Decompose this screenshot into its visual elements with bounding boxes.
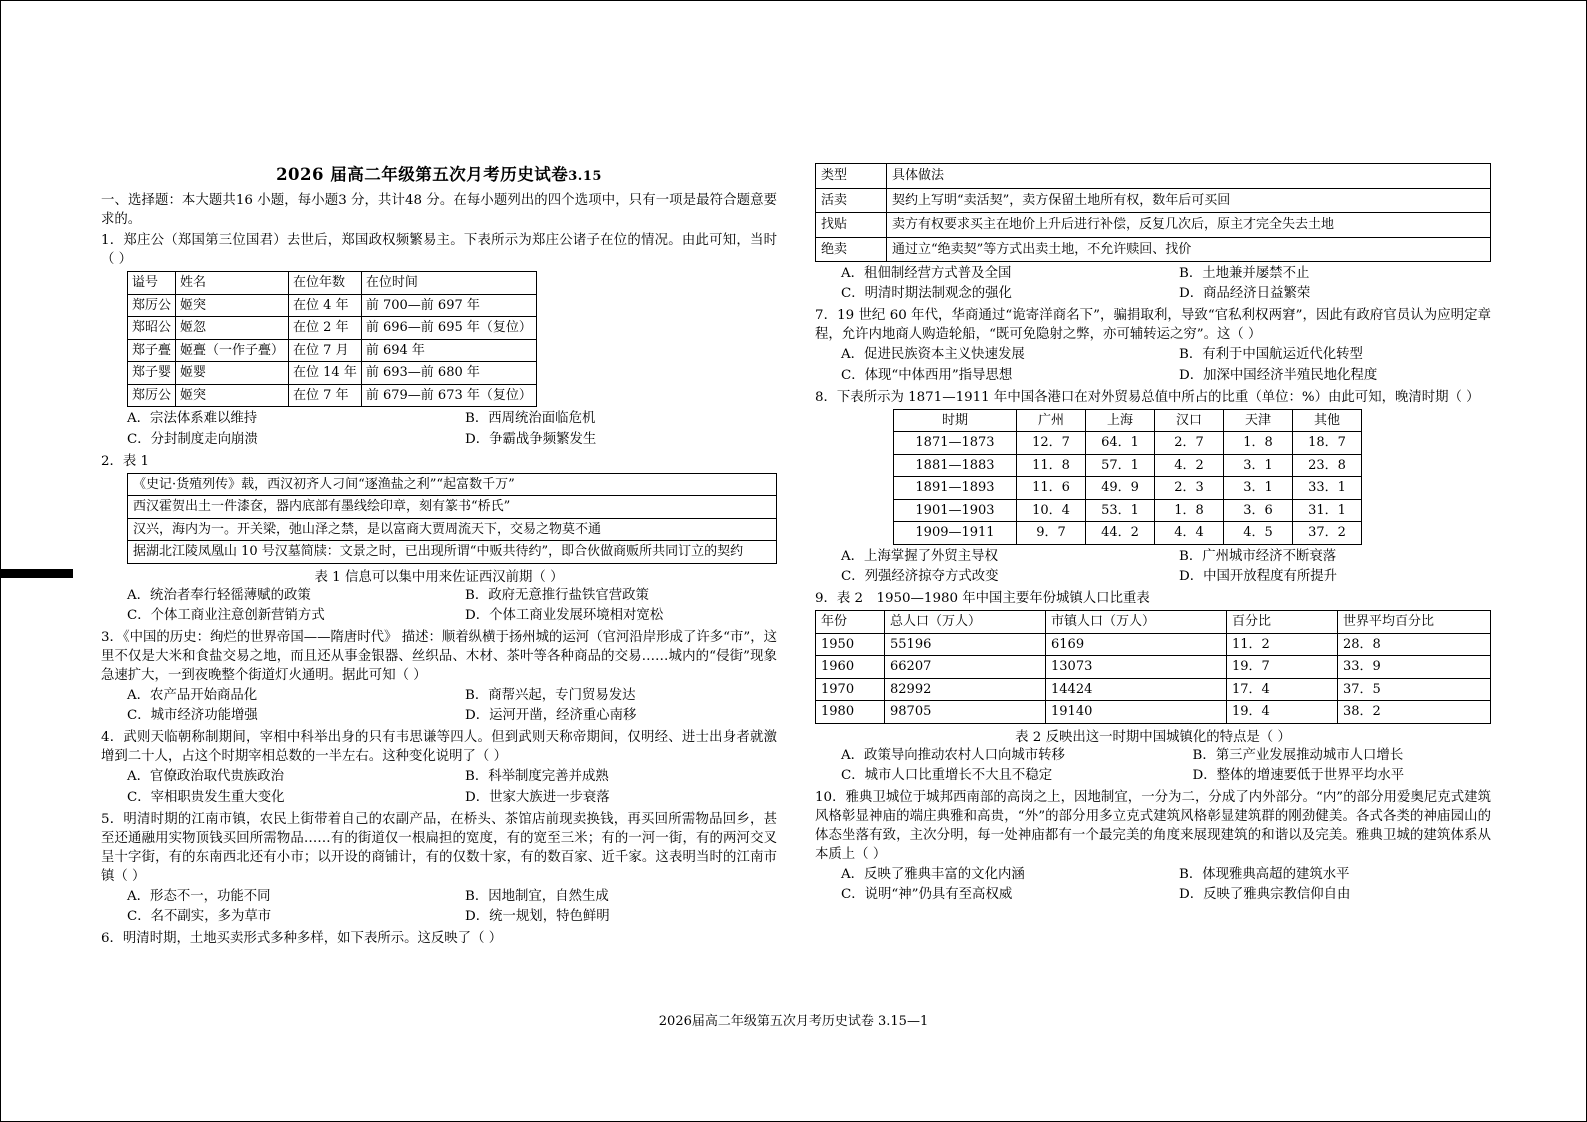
question-10-options-row-2 — [815, 885, 1491, 905]
option-c[interactable]: C．名不副实，多为草市 — [127, 908, 272, 924]
col-header: 年份 — [816, 611, 885, 634]
cell: 在位 7 月 — [289, 339, 362, 362]
option-c[interactable]: C．城市经济功能增强 — [127, 708, 258, 724]
option-a[interactable]: A．农产品开始商品化 — [127, 688, 258, 704]
question-10-options-row-1 — [815, 865, 1491, 885]
question-2-options-row-1 — [101, 586, 777, 606]
option-b[interactable]: B．西周统治面临危机 — [465, 411, 596, 427]
question-9-options-row-1 — [815, 746, 1491, 766]
col-header: 广州 — [1017, 409, 1086, 432]
option-c[interactable]: C．个体工商业注意创新营销方式 — [127, 607, 325, 623]
cell: 找贴 — [816, 213, 887, 238]
option-a[interactable]: A．租佃制经营方式普及全国 — [841, 266, 1012, 282]
table-row — [894, 522, 1362, 545]
question-7-stem: 7．19 世纪 60 年代，华商通过“诡寄洋商名下”，骗捐取利，导致“官私利权两窘”，因此有政府官员认为应明定章程，允许内地商人购造轮船，“既可免隐射之弊，亦可辅转运之穷”。这（ ） — [815, 308, 1491, 343]
right-column — [815, 161, 1491, 949]
question-2-options-row-2 — [101, 606, 777, 626]
table-row — [128, 518, 777, 541]
cell: 19．7 — [1227, 656, 1338, 679]
option-d[interactable]: D．整体的增速要低于世界平均水平 — [1192, 768, 1405, 784]
cell: 23．8 — [1293, 454, 1362, 477]
question-5-options-row-1 — [101, 887, 777, 907]
option-a[interactable]: A．政策导向推动农村人口向城市转移 — [841, 747, 1065, 763]
cell: 13073 — [1046, 656, 1227, 679]
cell: 西汉霍贺出土一件漆奁，器内底部有墨线绘印章，刻有篆书“桥氏” — [128, 496, 777, 519]
question-6-table — [815, 163, 1491, 262]
table-row — [816, 656, 1491, 679]
cell: 9．7 — [1017, 522, 1086, 545]
cell: 郑厉公 — [128, 294, 176, 317]
col-header: 其他 — [1293, 409, 1362, 432]
table-row — [816, 701, 1491, 724]
cell: 契约上写明“卖活契”，卖方保留土地所有权，数年后可买回 — [887, 188, 1491, 213]
cell: 绝卖 — [816, 237, 887, 262]
question-7-options-row-2 — [815, 366, 1491, 386]
cell: 49．9 — [1086, 477, 1155, 500]
option-a[interactable]: A．宗法体系难以维持 — [127, 411, 258, 427]
question-4-options-row-2 — [101, 788, 777, 808]
option-b[interactable]: B．科举制度完善并成熟 — [465, 769, 609, 785]
cell: 11．8 — [1017, 454, 1086, 477]
cell: 17．4 — [1227, 678, 1338, 701]
col-header: 类型 — [816, 164, 887, 189]
cell: 44．2 — [1086, 522, 1155, 545]
question-1-table — [127, 271, 537, 407]
table-row — [816, 213, 1491, 238]
option-b[interactable]: B．第三产业发展推动城市人口增长 — [1192, 747, 1404, 763]
option-c[interactable]: C．列强经济掠夺方式改变 — [841, 569, 999, 585]
table-row — [128, 384, 537, 407]
cell: 3．1 — [1224, 477, 1293, 500]
cell: 前 696—前 695 年（复位） — [361, 317, 536, 340]
cell: 38．2 — [1338, 701, 1491, 724]
option-c[interactable]: C．分封制度走向崩溃 — [127, 431, 258, 447]
option-a[interactable]: A．促进民族资本主义快速发展 — [841, 347, 1025, 363]
cell: 姬婴 — [176, 362, 289, 385]
question-4-stem: 4．武则天临朝称制期间，宰相中科举出身的只有韦思谦等四人。但到武则天称帝期间，仅明经、进士出身者就激增到二十人，占这个时期宰相总数的一半左右。这种变化说明了（ ） — [101, 730, 777, 765]
cell: 1909—1911 — [894, 522, 1017, 545]
col-header: 时期 — [894, 409, 1017, 432]
table-header-row — [128, 272, 537, 295]
cell: 11．6 — [1017, 477, 1086, 500]
cell: 2．7 — [1155, 432, 1224, 455]
cell: 1881—1883 — [894, 454, 1017, 477]
cell: 57．1 — [1086, 454, 1155, 477]
cell: 3．1 — [1224, 454, 1293, 477]
cell: 1．8 — [1155, 499, 1224, 522]
cell: 郑子婴 — [128, 362, 176, 385]
question-1-options-row-1 — [101, 409, 777, 429]
question-9-table — [815, 610, 1491, 724]
page-footer: 2026届高二年级第五次月考历史试卷 3.15—1 — [658, 1014, 929, 1029]
col-header: 市镇人口（万人） — [1046, 611, 1227, 634]
left-black-marker — [1, 569, 73, 578]
cell: 33．9 — [1338, 656, 1491, 679]
cell: 10．4 — [1017, 499, 1086, 522]
option-d[interactable]: D．世家大族进一步衰落 — [465, 789, 610, 805]
table-header-row — [894, 409, 1362, 432]
option-c[interactable]: C．城市人口比重增长不大且不稳定 — [841, 768, 1053, 784]
cell: 汉兴，海内为一。开关梁，弛山泽之禁，是以富商大贾周流天下，交易之物莫不通 — [128, 518, 777, 541]
cell: 66207 — [885, 656, 1046, 679]
cell: 姬突 — [176, 384, 289, 407]
question-2-caption: 表 1 信息可以集中用来佐证西汉前期（ ） — [314, 569, 564, 585]
option-d[interactable]: D．运河开凿，经济重心南移 — [465, 708, 637, 724]
col-header: 总人口（万人） — [885, 611, 1046, 634]
option-d[interactable]: D．加深中国经济半殖民地化程度 — [1179, 367, 1378, 383]
cell: 14424 — [1046, 678, 1227, 701]
table-row — [816, 633, 1491, 656]
page-title-text: 2026 届高二年级第五次月考历史试卷 — [276, 165, 569, 184]
table-row — [894, 454, 1362, 477]
left-column — [101, 161, 777, 949]
question-8-table — [893, 409, 1362, 545]
option-a[interactable]: A．反映了雅典丰富的文化内涵 — [841, 867, 1025, 883]
option-d[interactable]: D．中国开放程度有所提升 — [1179, 569, 1338, 585]
cell: 53．1 — [1086, 499, 1155, 522]
table-row — [816, 237, 1491, 262]
cell: 前 693—前 680 年 — [361, 362, 536, 385]
cell: 19140 — [1046, 701, 1227, 724]
cell: 6169 — [1046, 633, 1227, 656]
cell: 1960 — [816, 656, 885, 679]
col-header: 在位时间 — [361, 272, 536, 295]
cell: 活卖 — [816, 188, 887, 213]
cell: 1891—1893 — [894, 477, 1017, 500]
question-2-table — [127, 473, 777, 564]
question-6-options-row-2 — [815, 284, 1491, 304]
section-1-instructions: 一、选择题：本大题共16 小题，每小题3 分，共计48 分。在每小题列出的四个选项中，只有一项是最符合题意要求的。 — [101, 193, 777, 228]
table-row — [816, 678, 1491, 701]
table-row — [128, 362, 537, 385]
option-b[interactable]: B．体现雅典高超的建筑水平 — [1179, 867, 1350, 883]
cell: 18．7 — [1293, 432, 1362, 455]
cell: 在位 14 年 — [289, 362, 362, 385]
option-d[interactable]: D．个体工商业发展环境相对宽松 — [465, 607, 664, 623]
option-a[interactable]: A．形态不一，功能不同 — [127, 888, 271, 904]
question-3-options-row-1 — [101, 686, 777, 706]
cell: 据湖北江陵凤凰山 10 号汉墓简牍：文景之时，已出现所谓“中贩共待约”，即合伙做商贩所共同订立的契约 — [128, 541, 777, 564]
option-c[interactable]: C．说明“神”仍具有至高权威 — [841, 887, 1013, 903]
cell: 33．1 — [1293, 477, 1362, 500]
question-9-stem: 9．表 2 1950—1980 年中国主要年份城镇人口比重表 — [815, 591, 1150, 607]
cell: 19．4 — [1227, 701, 1338, 724]
cell: 姬亹（一作子亹） — [176, 339, 289, 362]
col-header: 姓名 — [176, 272, 289, 295]
table-row — [128, 294, 537, 317]
option-c[interactable]: C．明清时期法制观念的强化 — [841, 286, 1012, 302]
question-9-options-row-2 — [815, 766, 1491, 786]
question-1-options-row-2 — [101, 430, 777, 450]
cell: 郑昭公 — [128, 317, 176, 340]
table-row — [894, 499, 1362, 522]
table-row — [816, 188, 1491, 213]
cell: 3．6 — [1224, 499, 1293, 522]
cell: 31．1 — [1293, 499, 1362, 522]
option-b[interactable]: B．广州城市经济不断衰落 — [1179, 549, 1337, 564]
table-row — [894, 432, 1362, 455]
question-8-options-row-2 — [815, 567, 1491, 587]
cell: 1980 — [816, 701, 885, 724]
cell: 1970 — [816, 678, 885, 701]
col-header: 汉口 — [1155, 409, 1224, 432]
cell: 在位 4 年 — [289, 294, 362, 317]
option-b[interactable]: B．商帮兴起，专门贸易发达 — [465, 688, 636, 704]
page-content — [101, 161, 1491, 1011]
cell: 1871—1873 — [894, 432, 1017, 455]
cell: 姬突 — [176, 294, 289, 317]
cell: 1950 — [816, 633, 885, 656]
cell: 98705 — [885, 701, 1046, 724]
cell: 4．4 — [1155, 522, 1224, 545]
col-header: 天津 — [1224, 409, 1293, 432]
option-c[interactable]: C．宰相职贵发生重大变化 — [127, 789, 285, 805]
cell: 前 700—前 697 年 — [361, 294, 536, 317]
question-5-stem: 5．明清时期的江南市镇，农民上街带着自己的农副产品，在桥头、茶馆店前现卖换钱，再买回所需物品回乡，甚至还通融用实物顶钱买回所需物品……有的街道仅一根扁担的宽度，有的宽至三米；有的一河一街，有的两河交叉呈十字街，有的东南西北还有小市；以开设的商铺计，有的仅数十家，有的数百家、近千家。这表明当时的江南市镇（ ） — [101, 811, 777, 884]
question-6-options-row-1 — [815, 264, 1491, 284]
col-header: 上海 — [1086, 409, 1155, 432]
cell: 郑子亹 — [128, 339, 176, 362]
question-6-stem: 6．明清时期，土地买卖形式多种多样，如下表所示。这反映了（ ） — [101, 931, 503, 946]
question-10-stem: 10．雅典卫城位于城邦西南部的高岗之上，因地制宜，一分为二，分成了内外部分。“内”的部分用爱奥尼克式建筑风格彰显神庙的端庄典雅和高贵，“外”的部分用多立克式建筑风格彰显建筑群的刚劲健美。各式各类的神庙园山的体态坐落有致，主次分明，每一处神庙都有一个最完美的角度来展现建筑的和谐以及完美。雅典卫城的建筑体系从本质上（ ） — [815, 790, 1491, 863]
page-title-suffix: 3.15 — [568, 169, 602, 184]
option-d[interactable]: D．商品经济日益繁荣 — [1179, 286, 1311, 302]
option-b[interactable]: B．政府无意推行盐铁官营政策 — [465, 587, 649, 603]
col-header: 谥号 — [128, 272, 176, 295]
question-3-stem: 3．《中国的历史：绚烂的世界帝国——隋唐时代》 描述：顺着纵横于扬州城的运河（官河沿岸形成了许多“市”，这里不仅是大米和食盐交易之地，而且还从事金银器、丝织品、木材、茶叶等各种商品的交易……城内的“侵街”现象急速扩大，一到夜晚整个街道灯火通明。据此可知（ ） — [101, 630, 777, 684]
cell: 55196 — [885, 633, 1046, 656]
table-row — [128, 496, 777, 519]
cell: 2．3 — [1155, 477, 1224, 500]
option-d[interactable]: D．争霸战争频繁发生 — [465, 431, 597, 447]
option-d[interactable]: D．反映了雅典宗教信仰自由 — [1179, 887, 1351, 903]
col-header: 世界平均百分比 — [1338, 611, 1491, 634]
question-7-options-row-1 — [815, 345, 1491, 365]
option-a[interactable]: A．上海掌握了外贸主导权 — [841, 549, 998, 564]
cell: 通过立“绝卖契”等方式出卖土地，不允许赎回、找价 — [887, 237, 1491, 262]
page-title — [101, 161, 777, 185]
question-5-options-row-2 — [101, 907, 777, 927]
option-b[interactable]: B．因地制宜，自然生成 — [465, 888, 609, 904]
table-row — [128, 473, 777, 496]
option-a[interactable]: A．统治者奉行轻徭薄赋的政策 — [127, 587, 311, 603]
cell: 11．2 — [1227, 633, 1338, 656]
table-header-row — [816, 611, 1491, 634]
cell: 卖方有权要求买主在地价上升后进行补偿，反复几次后，原主才完全失去土地 — [887, 213, 1491, 238]
cell: 在位 7 年 — [289, 384, 362, 407]
cell: 4．2 — [1155, 454, 1224, 477]
cell: 郑厉公 — [128, 384, 176, 407]
question-8-stem: 8．下表所示为 1871—1911 年中国各港口在对外贸易总值中所占的比重（单位：%）由此可知，晚清时期（ ） — [815, 389, 1480, 405]
option-c[interactable]: C．体现“中体西用”指导思想 — [841, 367, 1013, 383]
cell: 82992 — [885, 678, 1046, 701]
col-header: 具体做法 — [887, 164, 1491, 189]
table-row — [128, 339, 537, 362]
cell: 12．7 — [1017, 432, 1086, 455]
table-row — [128, 541, 777, 564]
option-b[interactable]: B．有利于中国航运近代化转型 — [1179, 347, 1363, 363]
question-9-caption: 表 2 反映出这一时期中国城镇化的特点是（ ） — [1015, 729, 1291, 745]
table-row — [894, 477, 1362, 500]
table-row — [128, 317, 537, 340]
col-header: 在位年数 — [289, 272, 362, 295]
cell: 前 694 年 — [361, 339, 536, 362]
cell: 《史记·货殖列传》载，西汉初齐人刁间“逐渔盐之利”“起富数千万” — [128, 473, 777, 496]
cell: 37．5 — [1338, 678, 1491, 701]
option-b[interactable]: B．土地兼并屡禁不止 — [1179, 266, 1310, 282]
cell: 1．8 — [1224, 432, 1293, 455]
question-1-stem: 1．郑庄公（郑国第三位国君）去世后，郑国政权频繁易主。下表所示为郑庄公诸子在位的情况。由此可知，当时（ ） — [101, 233, 777, 268]
cell: 前 679—前 673 年（复位） — [361, 384, 536, 407]
col-header: 百分比 — [1227, 611, 1338, 634]
cell: 28．8 — [1338, 633, 1491, 656]
table-header-row — [816, 164, 1491, 189]
cell: 姬忽 — [176, 317, 289, 340]
option-a[interactable]: A．官僚政治取代贵族政治 — [127, 769, 284, 785]
question-4-options-row-1 — [101, 767, 777, 787]
cell: 1901—1903 — [894, 499, 1017, 522]
cell: 在位 2 年 — [289, 317, 362, 340]
question-3-options-row-2 — [101, 706, 777, 726]
cell: 64．1 — [1086, 432, 1155, 455]
option-d[interactable]: D．统一规划，特色鲜明 — [465, 908, 610, 924]
cell: 37．2 — [1293, 522, 1362, 545]
question-8-options-row-1 — [815, 547, 1491, 567]
cell: 4．5 — [1224, 522, 1293, 545]
question-2-stem: 2．表 1 — [101, 453, 150, 469]
